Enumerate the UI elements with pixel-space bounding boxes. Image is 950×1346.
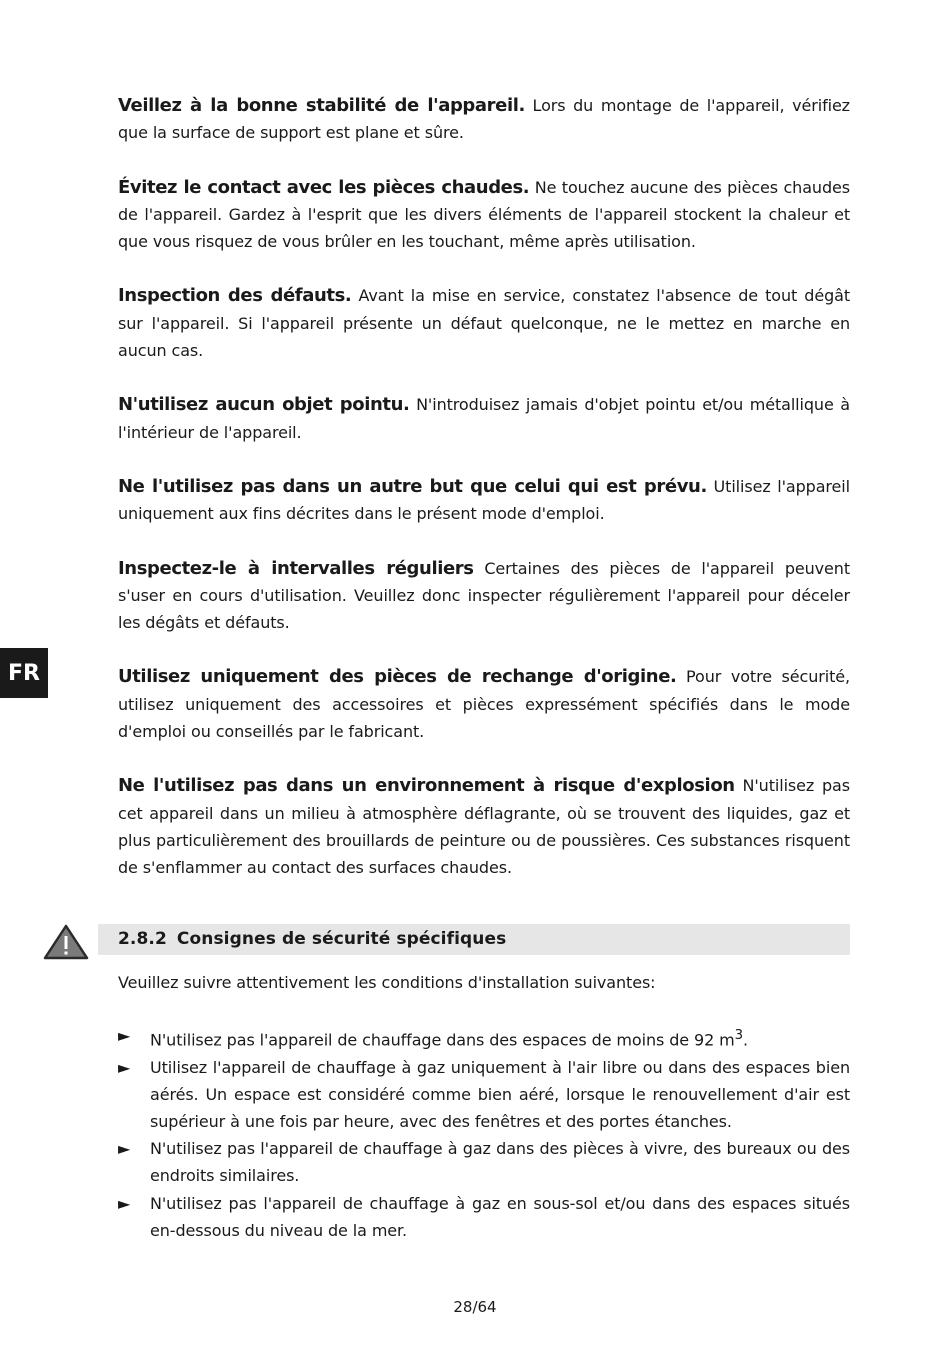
section-title bbox=[118, 924, 506, 955]
paragraph-inspection bbox=[118, 282, 850, 364]
paragraph-original-parts bbox=[118, 663, 850, 745]
list-item-tail: . bbox=[743, 1030, 749, 1050]
list-item bbox=[118, 1190, 850, 1244]
bullet-arrow-icon: ► bbox=[118, 1193, 131, 1213]
paragraph-lead: N'utilisez aucun objet pointu. bbox=[118, 394, 410, 416]
section-number: 2.8.2 bbox=[118, 929, 167, 949]
paragraph-text: Pour votre sécurité, utilisez uniquement des accessoires et pièces expressément spécifiés dans le mode d'emploi ou conseillés par le fabricant. bbox=[118, 667, 850, 742]
bullet-arrow-icon: ► bbox=[118, 1057, 131, 1077]
page-number: 28/64 bbox=[453, 1298, 497, 1316]
paragraph-lead: Évitez le contact avec les pièces chaudes. bbox=[118, 176, 530, 198]
superscript: 3 bbox=[734, 1028, 744, 1043]
list-item bbox=[118, 1022, 850, 1054]
installation-conditions-list bbox=[118, 1022, 850, 1244]
paragraph-sharp-objects bbox=[118, 391, 850, 446]
list-item-text: N'utilisez pas l'appareil de chauffage dans des espaces de moins de 92 m bbox=[150, 1030, 735, 1050]
language-tab: FR bbox=[0, 648, 48, 698]
list-item-text: N'utilisez pas l'appareil de chauffage à gaz dans des pièces à vivre, des bureaux ou des endroits similaires. bbox=[150, 1139, 850, 1186]
paragraph-lead: Inspection des défauts. bbox=[118, 285, 352, 307]
bullet-arrow-icon: ► bbox=[118, 1139, 131, 1159]
list-item-text: Utilisez l'appareil de chauffage à gaz uniquement à l'air libre ou dans des espaces bien aérés. Un espace est considéré comme bien aéré, lorsque le renouvellement d'air est supérieur à une fois par heure, avec des fenêtres et des portes étanches. bbox=[150, 1057, 850, 1131]
list-item bbox=[118, 1054, 850, 1136]
paragraph-stability bbox=[118, 92, 850, 147]
paragraph-text: Certaines des pièces de l'appareil peuvent s'user en cours d'utilisation. Veuillez donc inspecter régulièrement l'appareil pour déceler les dégâts et défauts. bbox=[118, 558, 850, 633]
paragraph-text: Utilisez l'appareil uniquement aux fins décrites dans le présent mode d'emploi. bbox=[118, 476, 850, 524]
paragraph-lead: Inspectez-le à intervalles réguliers bbox=[118, 557, 474, 579]
paragraph-text: Lors du montage de l'appareil, vérifiez que la surface de support est plane et sûre. bbox=[118, 96, 850, 143]
paragraph-intended-use bbox=[118, 473, 850, 528]
list-item-text: N'utilisez pas l'appareil de chauffage à gaz en sous-sol et/ou dans des espaces situés en-dessous du niveau de la mer. bbox=[150, 1193, 850, 1240]
paragraph-lead: Ne l'utilisez pas dans un autre but que celui qui est prévu. bbox=[118, 475, 707, 497]
paragraph-text: Ne touchez aucune des pièces chaudes de l'appareil. Gardez à l'esprit que les divers éléments de l'appareil stockent la chaleur et que vous risquez de vous brûler en les touchant, même après utilisation. bbox=[118, 177, 850, 252]
paragraph-text: N'utilisez pas cet appareil dans un milieu à atmosphère déflagrante, où se trouvent des liquides, gaz et plus particulièrement des brouillards de peinture ou de poussières. Ces substances risquent de s'enflammer au contact des surfaces chaudes. bbox=[118, 776, 850, 878]
paragraph-explosion-risk bbox=[118, 772, 850, 881]
section-header bbox=[98, 924, 850, 955]
warning-triangle-icon bbox=[43, 924, 89, 960]
safety-paragraphs bbox=[118, 92, 850, 909]
paragraph-lead: Ne l'utilisez pas dans un environnement à risque d'explosion bbox=[118, 775, 735, 797]
paragraph-text: Avant la mise en service, constatez l'absence de tout dégât sur l'appareil. Si l'appareil présente un défaut quelconque, ne le mettez en marche en aucun cas. bbox=[118, 286, 850, 361]
section-intro: Veuillez suivre attentivement les conditions d'installation suivantes: bbox=[118, 973, 656, 992]
bullet-arrow-icon: ► bbox=[118, 1026, 131, 1045]
paragraph-hot-parts bbox=[118, 174, 850, 256]
paragraph-lead: Utilisez uniquement des pièces de rechange d'origine. bbox=[118, 666, 677, 688]
list-item bbox=[118, 1135, 850, 1189]
section-title-text: Consignes de sécurité spécifiques bbox=[176, 929, 507, 949]
paragraph-regular-inspection bbox=[118, 555, 850, 637]
paragraph-text: N'introduisez jamais d'objet pointu et/ou métallique à l'intérieur de l'appareil. bbox=[118, 395, 850, 442]
paragraph-lead: Veillez à la bonne stabilité de l'appareil. bbox=[118, 95, 525, 116]
